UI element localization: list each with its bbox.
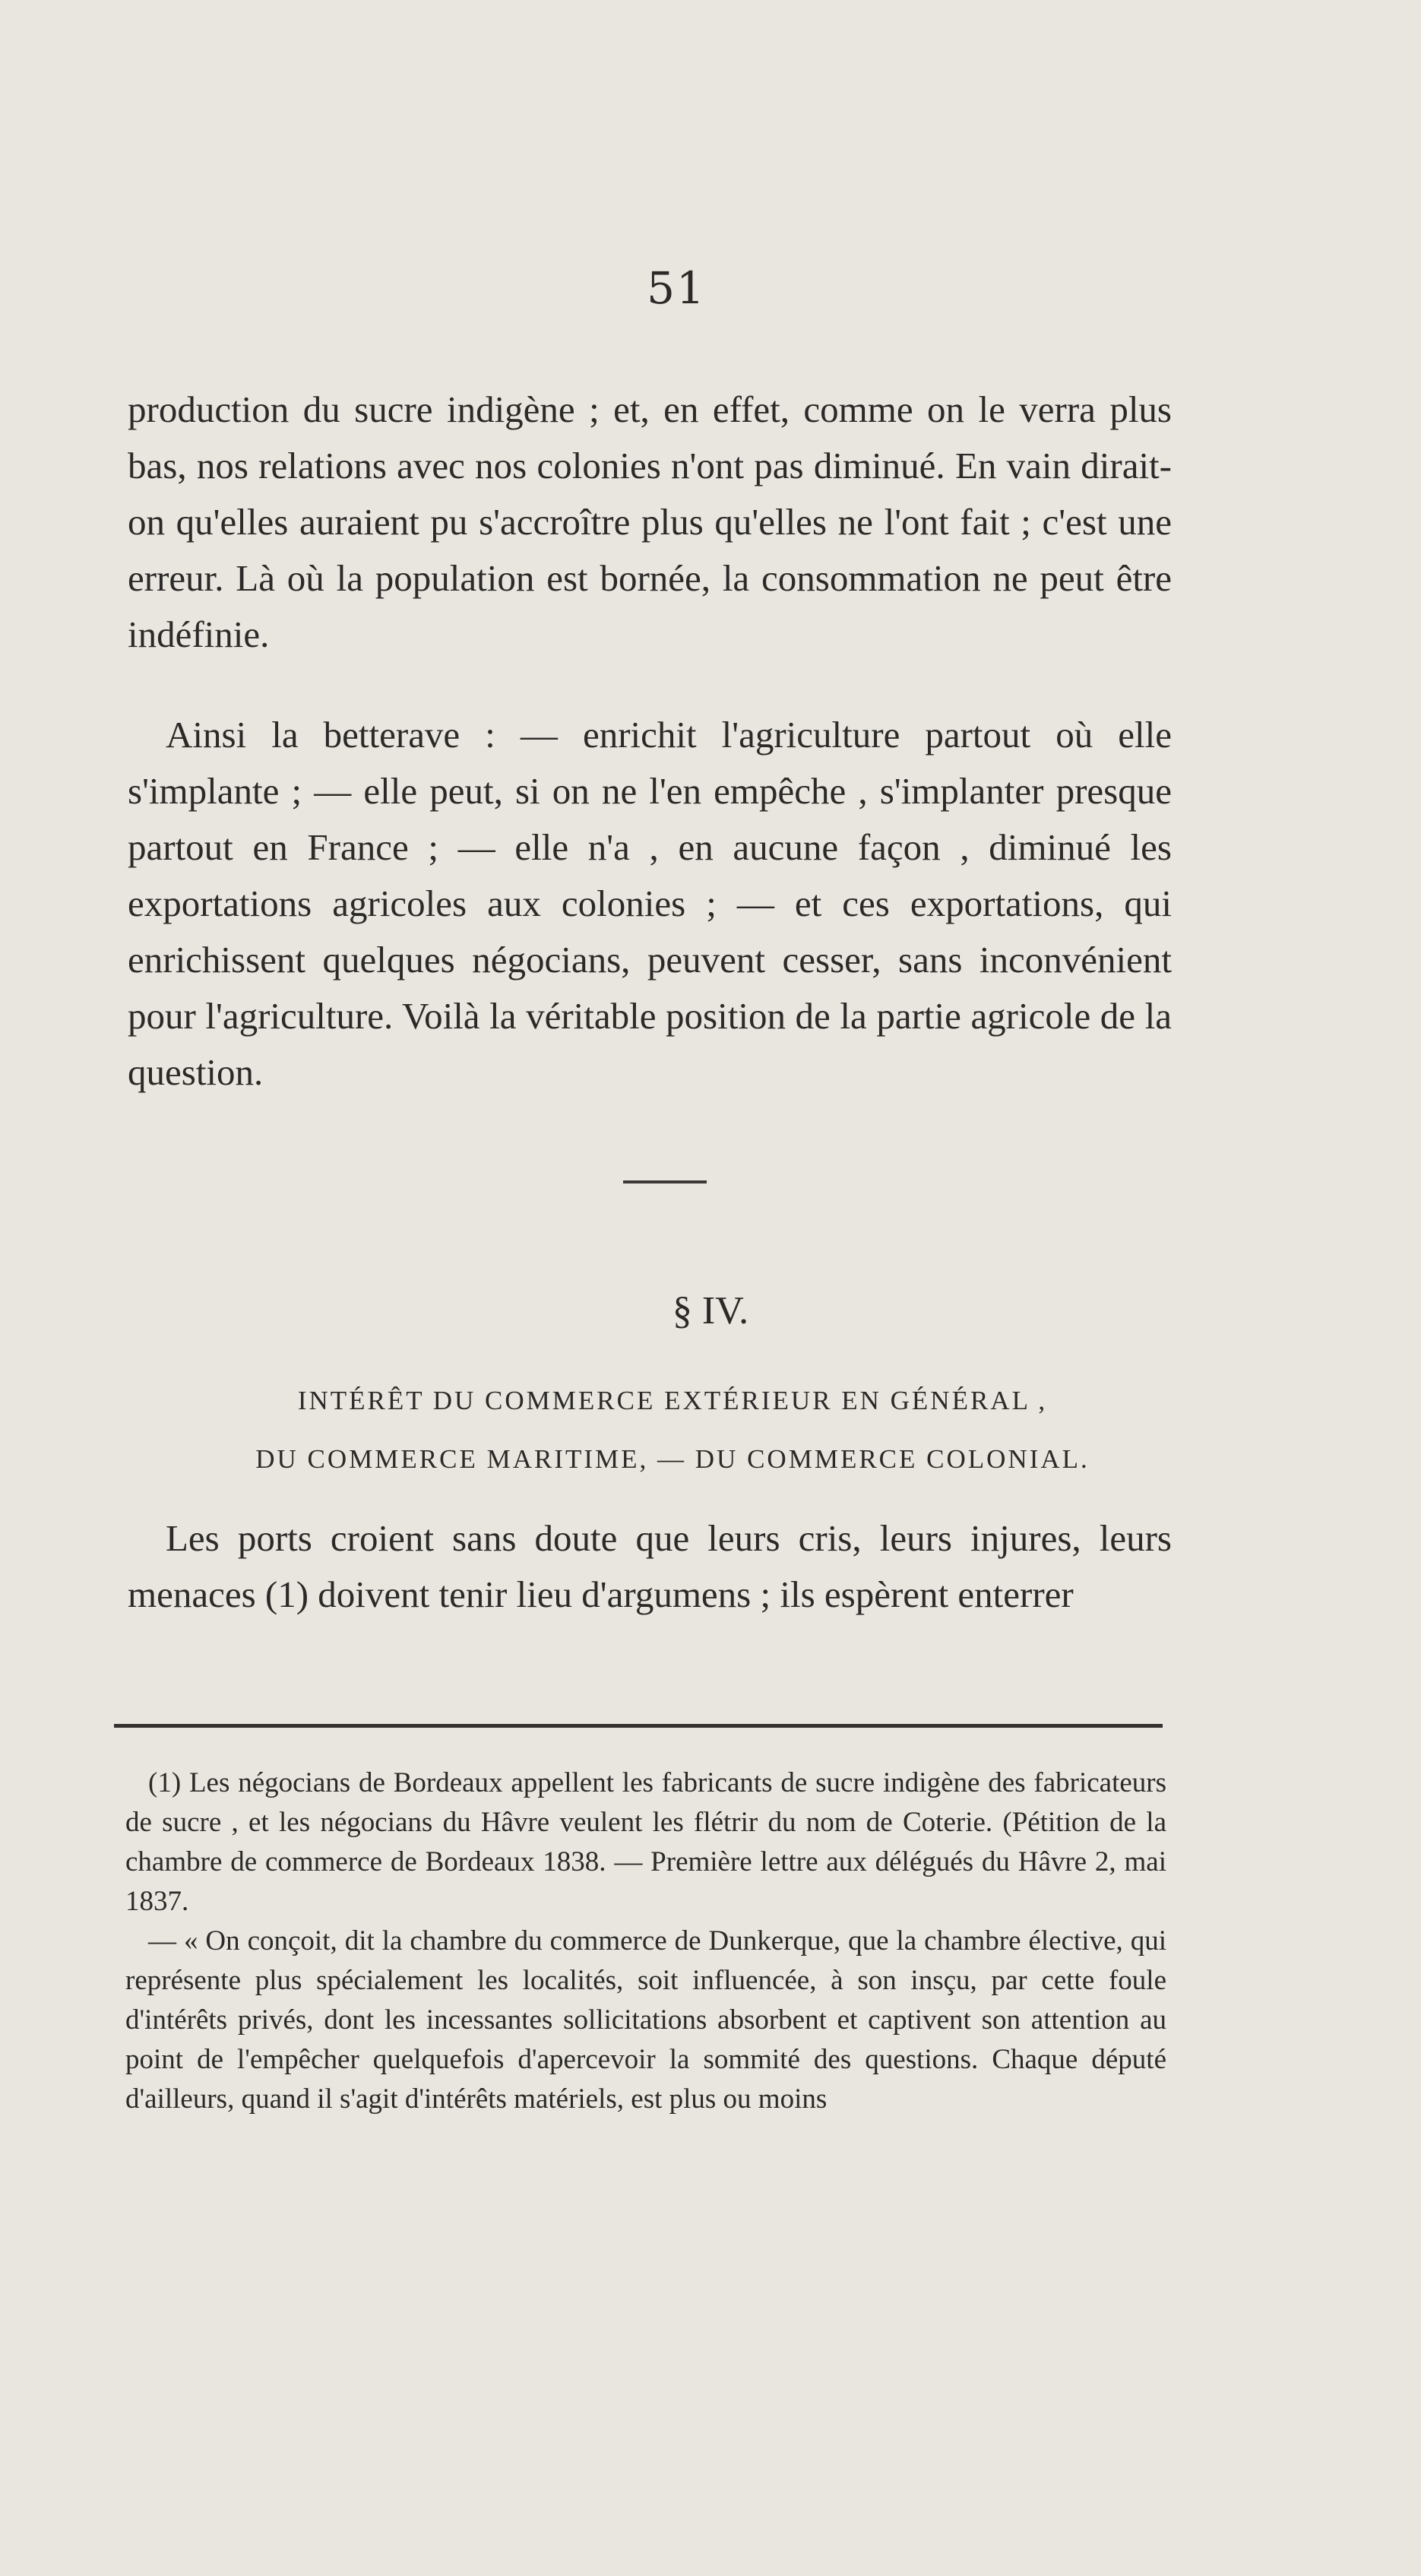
section-title-line-2: DU COMMERCE MARITIME, — DU COMMERCE COLONIAL.	[255, 1444, 1090, 1474]
footnote-2: — « On conçoit, dit la chambre du commerce de Dunkerque, que la chambre élective, qui représente plus spécialement les localités, soit influencée, à son insçu, par cette foule d'intérêts privés, dont les incessantes sollicitations absorbent et captivent son attention au point de l'empêcher quelquefois d'apercevoir la sommité des questions. Chaque député d'ailleurs, quand il s'agit d'intérêts matériels, est plus ou moins	[125, 1925, 1166, 2115]
section-divider	[623, 1180, 707, 1183]
paragraph-2: Ainsi la betterave : — enrichit l'agriculture partout où elle s'implante ; — elle peut, si on ne l'en empêche , s'implanter presque partout en France ; — elle n'a , en aucune façon , diminué les exportations agricoles aux colonies ; — et ces exportations, qui enrichissent quelques négocians, peuvent cesser, sans inconvénient pour l'agriculture. Voilà la véritable position de la partie agricole de la question.	[128, 714, 1172, 1093]
paragraph-1: production du sucre indigène ; et, en effet, comme on le verra plus bas, nos relations avec nos colonies n'ont pas diminué. En vain dirait-on qu'elles auraient pu s'accroître plus qu'elles ne l'ont fait ; c'est une erreur. Là où la population est bornée, la consommation ne peut être indéfinie.	[128, 388, 1172, 655]
paragraph-3: Les ports croient sans doute que leurs cris, leurs injures, leurs menaces (1) doivent tenir lieu d'argumens ; ils espèrent enterrer	[128, 1517, 1172, 1615]
section-number: § IV.	[672, 1289, 749, 1332]
page-number: 51	[647, 262, 706, 314]
section-title-line-1: INTÉRÊT DU COMMERCE EXTÉRIEUR EN GÉNÉRAL ,	[297, 1386, 1048, 1415]
footnote-1: (1) Les négocians de Bordeaux appellent les fabricants de sucre indigène des fabricateurs de sucre , et les négocians du Hâvre veulent les flétrir du nom de Coterie. (Pétition de la chambre de commerce de Bordeaux 1838. — Première lettre aux délégués du Hâvre 2, mai 1837.	[125, 1767, 1166, 1917]
footnote-rule	[114, 1724, 1163, 1728]
